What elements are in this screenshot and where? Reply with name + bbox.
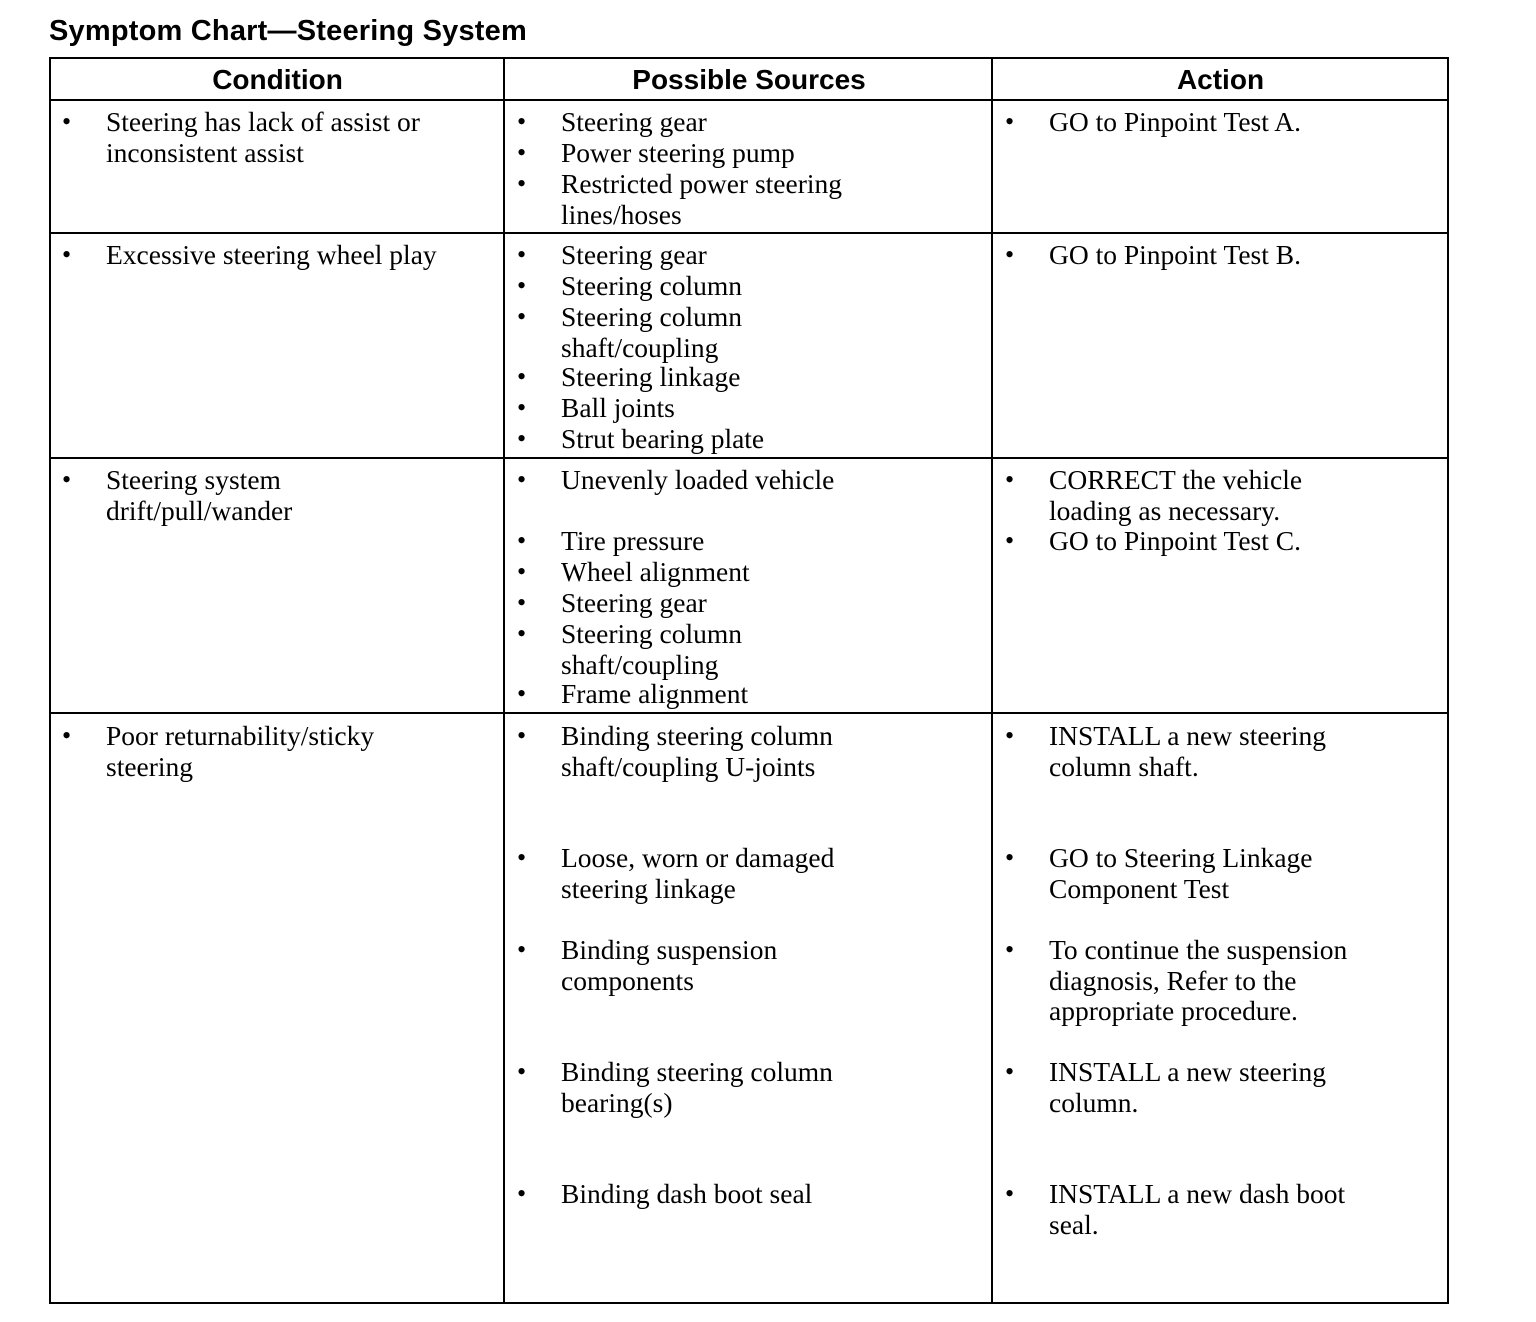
bullet-icon: • bbox=[517, 424, 527, 453]
bullet-icon: • bbox=[517, 271, 527, 300]
source-item bbox=[517, 270, 743, 302]
bullet-icon: • bbox=[517, 619, 527, 648]
item-line: Steering column bbox=[561, 270, 743, 301]
bullet-icon: • bbox=[517, 393, 527, 422]
action-item bbox=[1005, 525, 1301, 557]
item-line: inconsistent assist bbox=[106, 136, 304, 168]
source-item bbox=[517, 168, 843, 230]
action-item bbox=[1005, 106, 1301, 138]
item-line: Binding steering column bbox=[561, 720, 833, 751]
item-line: Wheel alignment bbox=[561, 556, 750, 587]
bullet-icon: • bbox=[1005, 526, 1015, 555]
bullet-icon: • bbox=[517, 935, 527, 964]
action-item bbox=[1005, 1178, 1346, 1240]
item-line: components bbox=[561, 964, 694, 996]
action-item bbox=[1005, 934, 1348, 1027]
item-line: Steering column bbox=[561, 618, 743, 649]
bullet-icon: • bbox=[517, 1179, 527, 1208]
bullet-icon: • bbox=[517, 169, 527, 198]
item-line: drift/pull/wander bbox=[106, 494, 293, 526]
source-item bbox=[517, 464, 835, 496]
bullet-icon: • bbox=[517, 679, 527, 708]
bullet-icon: • bbox=[1005, 465, 1015, 494]
row-divider bbox=[51, 99, 1447, 101]
item-line: Restricted power steering bbox=[561, 168, 843, 199]
item-line: shaft/coupling bbox=[561, 331, 719, 363]
column-divider bbox=[503, 59, 505, 1302]
bullet-icon: • bbox=[517, 526, 527, 555]
source-item bbox=[517, 1178, 813, 1210]
item-line: GO to Pinpoint Test C. bbox=[1049, 525, 1301, 556]
item-line: GO to Steering Linkage bbox=[1049, 842, 1313, 873]
bullet-icon: • bbox=[517, 362, 527, 391]
item-line: diagnosis, Refer to the bbox=[1049, 964, 1297, 996]
bullet-icon: • bbox=[1005, 240, 1015, 269]
bullet-icon: • bbox=[62, 240, 72, 269]
condition-item bbox=[62, 239, 437, 271]
item-line: Poor returnability/sticky bbox=[106, 720, 375, 751]
item-line: Steering gear bbox=[561, 239, 707, 270]
item-line: Steering column bbox=[561, 301, 743, 332]
item-line: Component Test bbox=[1049, 872, 1230, 904]
bullet-icon: • bbox=[517, 588, 527, 617]
item-line: Steering linkage bbox=[561, 361, 741, 392]
symptom-chart-table bbox=[49, 57, 1449, 1304]
bullet-icon: • bbox=[517, 557, 527, 586]
item-line: Ball joints bbox=[561, 392, 675, 423]
bullet-icon: • bbox=[517, 138, 527, 167]
source-item bbox=[517, 842, 835, 904]
source-item bbox=[517, 720, 833, 782]
item-line: Steering has lack of assist or bbox=[106, 106, 420, 137]
item-line: Loose, worn or damaged bbox=[561, 842, 835, 873]
item-line: Frame alignment bbox=[561, 678, 749, 709]
condition-item bbox=[62, 464, 293, 526]
source-item bbox=[517, 934, 778, 996]
page-title: Symptom Chart—Steering System bbox=[49, 15, 527, 47]
header-condition: Condition bbox=[212, 64, 343, 95]
item-line: column. bbox=[1049, 1086, 1139, 1118]
item-line: Tire pressure bbox=[561, 525, 705, 556]
action-item bbox=[1005, 720, 1327, 782]
item-line: bearing(s) bbox=[561, 1086, 673, 1118]
item-line: loading as necessary. bbox=[1049, 494, 1281, 526]
source-item bbox=[517, 618, 743, 680]
item-line: To continue the suspension bbox=[1049, 934, 1348, 965]
item-line: CORRECT the vehicle bbox=[1049, 464, 1303, 495]
condition-item bbox=[62, 720, 375, 782]
bullet-icon: • bbox=[1005, 935, 1015, 964]
condition-item bbox=[62, 106, 420, 168]
item-line: steering linkage bbox=[561, 872, 736, 904]
item-line: Power steering pump bbox=[561, 137, 795, 168]
row-divider bbox=[51, 457, 1447, 459]
source-item bbox=[517, 525, 705, 557]
bullet-icon: • bbox=[1005, 721, 1015, 750]
item-line: steering bbox=[106, 750, 194, 782]
source-item bbox=[517, 423, 765, 455]
bullet-icon: • bbox=[1005, 1057, 1015, 1086]
item-line: Binding steering column bbox=[561, 1056, 833, 1087]
item-line: Strut bearing plate bbox=[561, 423, 765, 454]
source-item bbox=[517, 106, 707, 138]
source-item bbox=[517, 361, 741, 393]
bullet-icon: • bbox=[1005, 107, 1015, 136]
item-line: column shaft. bbox=[1049, 750, 1199, 782]
row-divider bbox=[51, 712, 1447, 714]
item-line: Steering gear bbox=[561, 106, 707, 137]
item-line: Steering system bbox=[106, 464, 281, 495]
source-item bbox=[517, 239, 707, 271]
item-line: shaft/coupling bbox=[561, 648, 719, 680]
item-line: Unevenly loaded vehicle bbox=[561, 464, 835, 495]
header-possible-sources: Possible Sources bbox=[632, 64, 866, 95]
item-line: INSTALL a new steering bbox=[1049, 1056, 1327, 1087]
source-item bbox=[517, 556, 750, 588]
bullet-icon: • bbox=[1005, 843, 1015, 872]
bullet-icon: • bbox=[517, 843, 527, 872]
row-divider bbox=[51, 232, 1447, 234]
bullet-icon: • bbox=[1005, 1179, 1015, 1208]
header-action: Action bbox=[1176, 64, 1265, 95]
item-line: appropriate procedure. bbox=[1049, 995, 1298, 1026]
item-line: Binding suspension bbox=[561, 934, 778, 965]
item-line: INSTALL a new dash boot bbox=[1049, 1178, 1346, 1209]
item-line: GO to Pinpoint Test B. bbox=[1049, 239, 1301, 270]
action-item bbox=[1005, 842, 1313, 904]
bullet-icon: • bbox=[517, 107, 527, 136]
item-line: Binding dash boot seal bbox=[561, 1178, 813, 1209]
bullet-icon: • bbox=[517, 465, 527, 494]
action-item bbox=[1005, 1056, 1327, 1118]
bullet-icon: • bbox=[517, 302, 527, 331]
item-line: seal. bbox=[1049, 1208, 1099, 1240]
column-divider bbox=[991, 59, 993, 1302]
source-item bbox=[517, 587, 707, 619]
item-line: Steering gear bbox=[561, 587, 707, 618]
bullet-icon: • bbox=[62, 107, 72, 136]
item-line: lines/hoses bbox=[561, 198, 682, 230]
bullet-icon: • bbox=[517, 1057, 527, 1086]
source-item bbox=[517, 1056, 833, 1118]
item-line: shaft/coupling U-joints bbox=[561, 750, 816, 782]
item-line: Excessive steering wheel play bbox=[106, 239, 437, 270]
bullet-icon: • bbox=[62, 465, 72, 494]
source-item bbox=[517, 678, 749, 710]
source-item bbox=[517, 137, 795, 169]
bullet-icon: • bbox=[517, 721, 527, 750]
action-item bbox=[1005, 239, 1301, 271]
bullet-icon: • bbox=[517, 240, 527, 269]
source-item bbox=[517, 392, 675, 424]
item-line: GO to Pinpoint Test A. bbox=[1049, 106, 1301, 137]
source-item bbox=[517, 301, 743, 363]
action-item bbox=[1005, 464, 1303, 526]
item-line: INSTALL a new steering bbox=[1049, 720, 1327, 751]
bullet-icon: • bbox=[62, 721, 72, 750]
